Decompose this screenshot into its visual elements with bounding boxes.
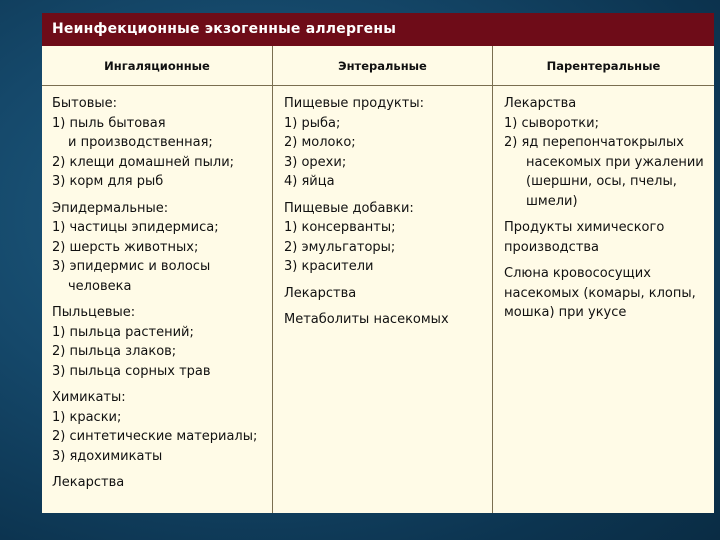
list-item: и производственная; (68, 135, 213, 150)
group-chemical-products (504, 218, 708, 257)
group-drugs (284, 284, 486, 304)
list-item: 1) сыворотки; (504, 115, 599, 131)
list-item: производства (504, 239, 600, 255)
list-item: 2) шерсть животных; (52, 239, 199, 255)
group-pollen (52, 303, 266, 381)
list-item: 3) эпидермис и волосы (52, 259, 211, 274)
list-item: 1) пыль бытовая (52, 115, 166, 131)
list-item: 1) частицы эпидермиса; (52, 220, 219, 235)
group-title: Пищевые продукты: (284, 96, 424, 111)
group-title: Пыльцевые: (52, 305, 136, 320)
column-enteral (273, 86, 493, 513)
table-body (42, 86, 714, 513)
list-item: 2) яд перепончатокрылых (504, 135, 684, 150)
group-drugs (504, 94, 708, 211)
header-enteral: Энтеральные (273, 46, 493, 85)
group-title: Метаболиты насекомых (284, 312, 449, 327)
group-epidermal (52, 199, 266, 297)
list-item: 4) яйца (284, 174, 335, 189)
list-item: насекомых при ужалении (526, 154, 704, 170)
list-item: 2) эмульгаторы; (284, 239, 396, 255)
list-item: (шершни, осы, пчелы, (526, 174, 677, 189)
group-chemicals (52, 388, 266, 466)
list-item: 1) рыба; (284, 115, 341, 131)
allergen-table (42, 13, 714, 513)
group-drugs (52, 473, 266, 493)
group-saliva (504, 264, 708, 323)
column-parenteral (493, 86, 714, 513)
list-item: 3) корм для рыб (52, 174, 164, 189)
list-item: человека (68, 278, 132, 294)
list-item: 3) ядохимикаты (52, 448, 163, 464)
list-item: мошка) при укусе (504, 305, 627, 320)
header-inhalation: Ингаляционные (42, 46, 273, 85)
header-parenteral: Парентеральные (546, 58, 661, 73)
list-item: 3) орехи; (284, 154, 347, 170)
list-item: 1) пыльца растений; (52, 324, 194, 340)
list-item: 1) консерванты; (284, 220, 396, 235)
column-headers (42, 46, 714, 86)
group-title: Бытовые: (52, 96, 118, 111)
group-food (284, 94, 486, 192)
group-title: Лекарства (284, 285, 357, 301)
list-item: 1) краски; (52, 409, 122, 425)
list-item: 3) красители (284, 259, 374, 274)
list-item: 2) молоко; (284, 135, 356, 150)
group-title: Лекарства (52, 475, 125, 490)
list-item: 3) пыльца сорных трав (52, 363, 211, 379)
list-item: 2) синтетические материалы; (52, 429, 258, 444)
list-item: шмели) (526, 193, 578, 209)
group-title: Пищевые добавки: (284, 200, 414, 216)
group-household (52, 94, 266, 192)
list-item: 2) пыльца злаков; (52, 344, 177, 359)
list-item: насекомых (комары, клопы, (504, 285, 696, 301)
group-title: Продукты химического (504, 220, 665, 235)
group-insect-metabolites (284, 310, 486, 330)
group-additives (284, 199, 486, 277)
group-title: Лекарства (504, 96, 577, 111)
table-title: Неинфекционные экзогенные аллергены (42, 13, 714, 46)
group-title: Химикаты: (52, 390, 126, 405)
group-title: Слюна кровососущих (504, 266, 651, 281)
column-inhalation (42, 86, 273, 513)
list-item: 2) клещи домашней пыли; (52, 154, 235, 170)
group-title: Эпидермальные: (52, 200, 169, 216)
